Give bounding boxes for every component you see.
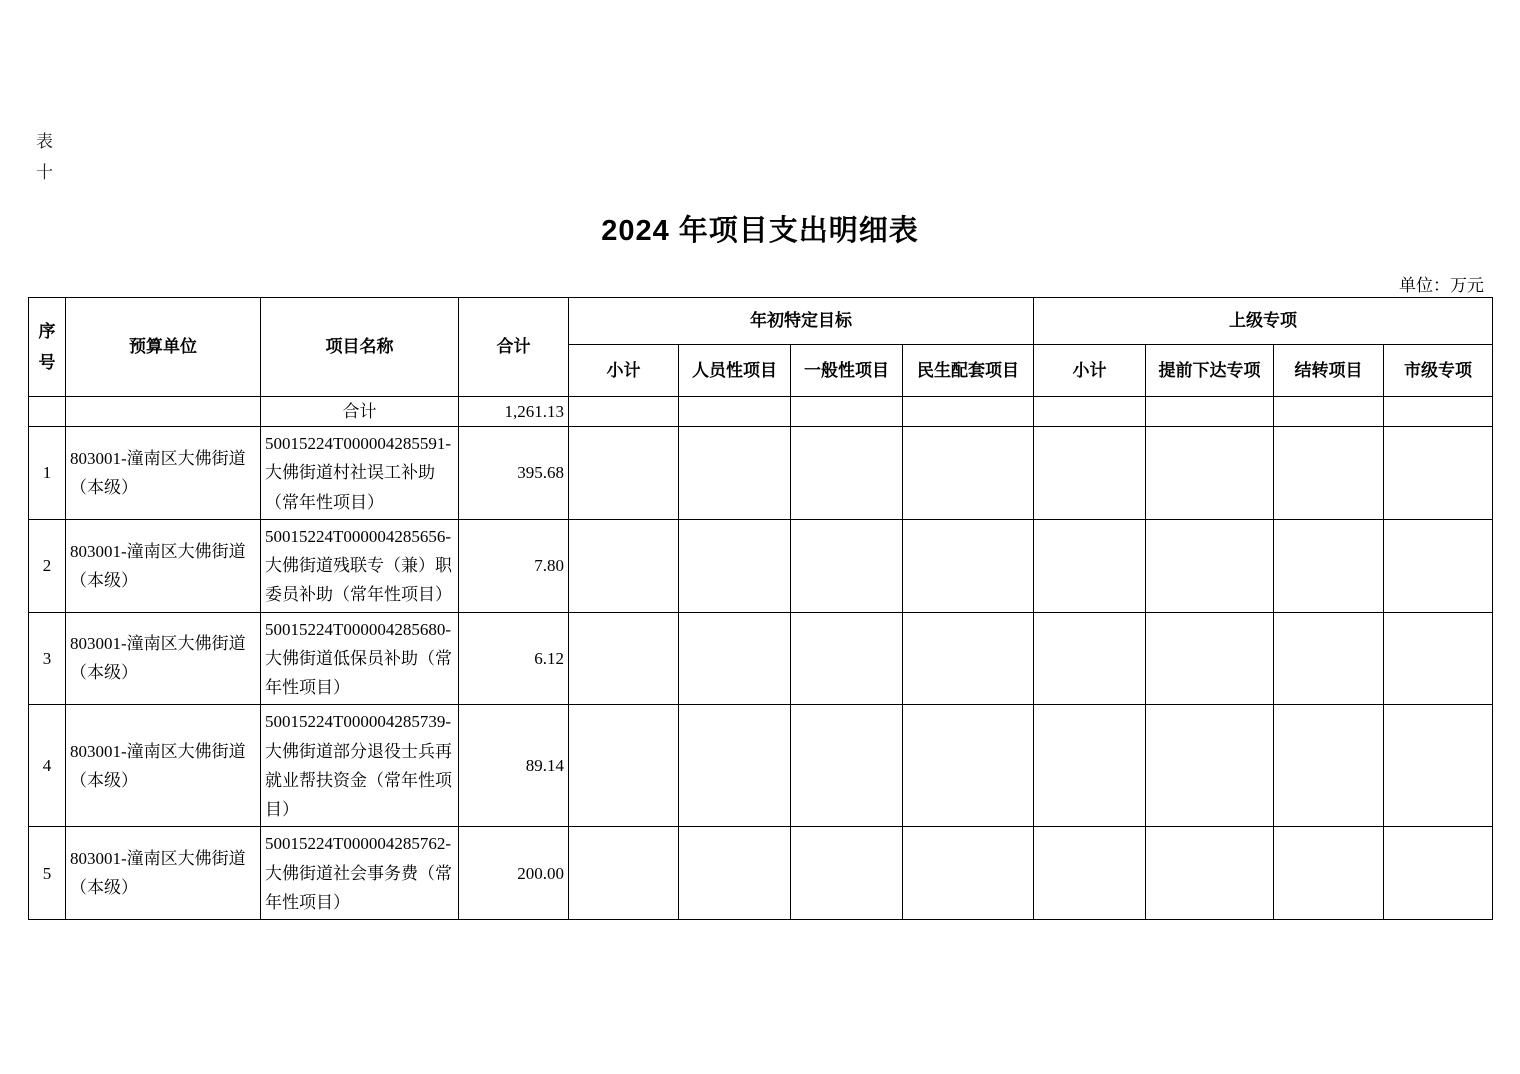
header-g1-livelihood-support-projects: 民生配套项目	[903, 345, 1034, 397]
header-g1-personnel-projects: 人员性项目	[679, 345, 791, 397]
cell-empty	[679, 519, 791, 612]
unit-note: 单位：万元	[1399, 276, 1484, 295]
cell-empty	[1384, 519, 1493, 612]
cell-budget-unit: 803001-潼南区大佛街道（本级）	[66, 427, 261, 520]
header-budget-unit: 预算单位	[66, 298, 261, 397]
cell-empty	[1146, 827, 1274, 920]
table-index-char-1: 表	[36, 132, 53, 151]
cell-empty	[1034, 827, 1146, 920]
cell-empty	[903, 827, 1034, 920]
cell-project-name: 50015224T000004285680-大佛街道低保员补助（常年性项目）	[261, 612, 459, 705]
cell-empty	[1274, 612, 1384, 705]
cell-empty	[1274, 427, 1384, 520]
cell-empty	[1274, 705, 1384, 827]
cell-empty	[66, 397, 261, 427]
cell-empty	[903, 705, 1034, 827]
cell-empty	[679, 612, 791, 705]
cell-empty	[29, 397, 66, 427]
table-row-total	[29, 397, 1493, 427]
cell-empty	[1146, 519, 1274, 612]
cell-empty	[791, 705, 903, 827]
table-index-label	[36, 126, 53, 188]
header-g2-subtotal: 小计	[1034, 345, 1146, 397]
cell-total: 6.12	[459, 612, 569, 705]
cell-empty	[569, 427, 679, 520]
cell-total: 200.00	[459, 827, 569, 920]
cell-empty	[1274, 519, 1384, 612]
cell-empty	[1384, 827, 1493, 920]
cell-empty	[679, 427, 791, 520]
cell-empty	[791, 519, 903, 612]
cell-total: 7.80	[459, 519, 569, 612]
table-row	[29, 427, 1493, 520]
total-row-amount: 1,261.13	[459, 397, 569, 427]
cell-budget-unit: 803001-潼南区大佛街道（本级）	[66, 827, 261, 920]
header-g2-municipal-special: 市级专项	[1384, 345, 1493, 397]
cell-empty	[903, 612, 1034, 705]
cell-empty	[1384, 705, 1493, 827]
cell-project-name: 50015224T000004285656-大佛街道残联专（兼）职委员补助（常年性项目）	[261, 519, 459, 612]
expenditure-detail-table	[28, 297, 1493, 920]
cell-project-name: 50015224T000004285739-大佛街道部分退役士兵再就业帮扶资金（常年性项目）	[261, 705, 459, 827]
cell-empty	[1274, 827, 1384, 920]
cell-total: 395.68	[459, 427, 569, 520]
cell-seq: 2	[29, 519, 66, 612]
table-row	[29, 827, 1493, 920]
cell-empty	[903, 519, 1034, 612]
total-row-label: 合计	[261, 397, 459, 427]
cell-empty	[903, 427, 1034, 520]
cell-seq: 3	[29, 612, 66, 705]
table-row	[29, 705, 1493, 827]
header-project-name: 项目名称	[261, 298, 459, 397]
cell-seq: 1	[29, 427, 66, 520]
header-row-groups	[29, 298, 1493, 345]
cell-empty	[679, 827, 791, 920]
cell-empty	[791, 427, 903, 520]
cell-empty	[569, 827, 679, 920]
cell-budget-unit: 803001-潼南区大佛街道（本级）	[66, 519, 261, 612]
cell-budget-unit: 803001-潼南区大佛街道（本级）	[66, 705, 261, 827]
cell-empty	[679, 705, 791, 827]
page-title: 2024 年项目支出明细表	[601, 215, 919, 247]
cell-seq: 5	[29, 827, 66, 920]
cell-empty	[1034, 519, 1146, 612]
header-seq: 序号	[29, 298, 66, 397]
cell-empty	[903, 397, 1034, 427]
header-group-year-start-targets: 年初特定目标	[569, 298, 1034, 345]
cell-empty	[1034, 427, 1146, 520]
cell-empty	[791, 612, 903, 705]
cell-empty	[1384, 427, 1493, 520]
cell-empty	[569, 705, 679, 827]
header-group-superior-special: 上级专项	[1034, 298, 1493, 345]
header-g1-general-projects: 一般性项目	[791, 345, 903, 397]
cell-empty	[1384, 397, 1493, 427]
cell-empty	[1146, 397, 1274, 427]
header-g2-advance-issued-special: 提前下达专项	[1146, 345, 1274, 397]
cell-seq: 4	[29, 705, 66, 827]
header-g2-carryover-projects: 结转项目	[1274, 345, 1384, 397]
cell-empty	[1034, 705, 1146, 827]
cell-empty	[569, 397, 679, 427]
cell-empty	[1034, 612, 1146, 705]
cell-empty	[1274, 397, 1384, 427]
cell-empty	[1146, 427, 1274, 520]
cell-project-name: 50015224T000004285591-大佛街道村社误工补助（常年性项目）	[261, 427, 459, 520]
header-total: 合计	[459, 298, 569, 397]
cell-empty	[791, 397, 903, 427]
cell-empty	[1384, 612, 1493, 705]
table-index-char-2: 十	[36, 163, 53, 182]
cell-empty	[1034, 397, 1146, 427]
cell-total: 89.14	[459, 705, 569, 827]
table-row	[29, 519, 1493, 612]
cell-empty	[569, 519, 679, 612]
cell-empty	[679, 397, 791, 427]
header-g1-subtotal: 小计	[569, 345, 679, 397]
cell-empty	[569, 612, 679, 705]
cell-empty	[1146, 612, 1274, 705]
table-row	[29, 612, 1493, 705]
cell-project-name: 50015224T000004285762-大佛街道社会事务费（常年性项目）	[261, 827, 459, 920]
cell-empty	[1146, 705, 1274, 827]
cell-empty	[791, 827, 903, 920]
cell-budget-unit: 803001-潼南区大佛街道（本级）	[66, 612, 261, 705]
